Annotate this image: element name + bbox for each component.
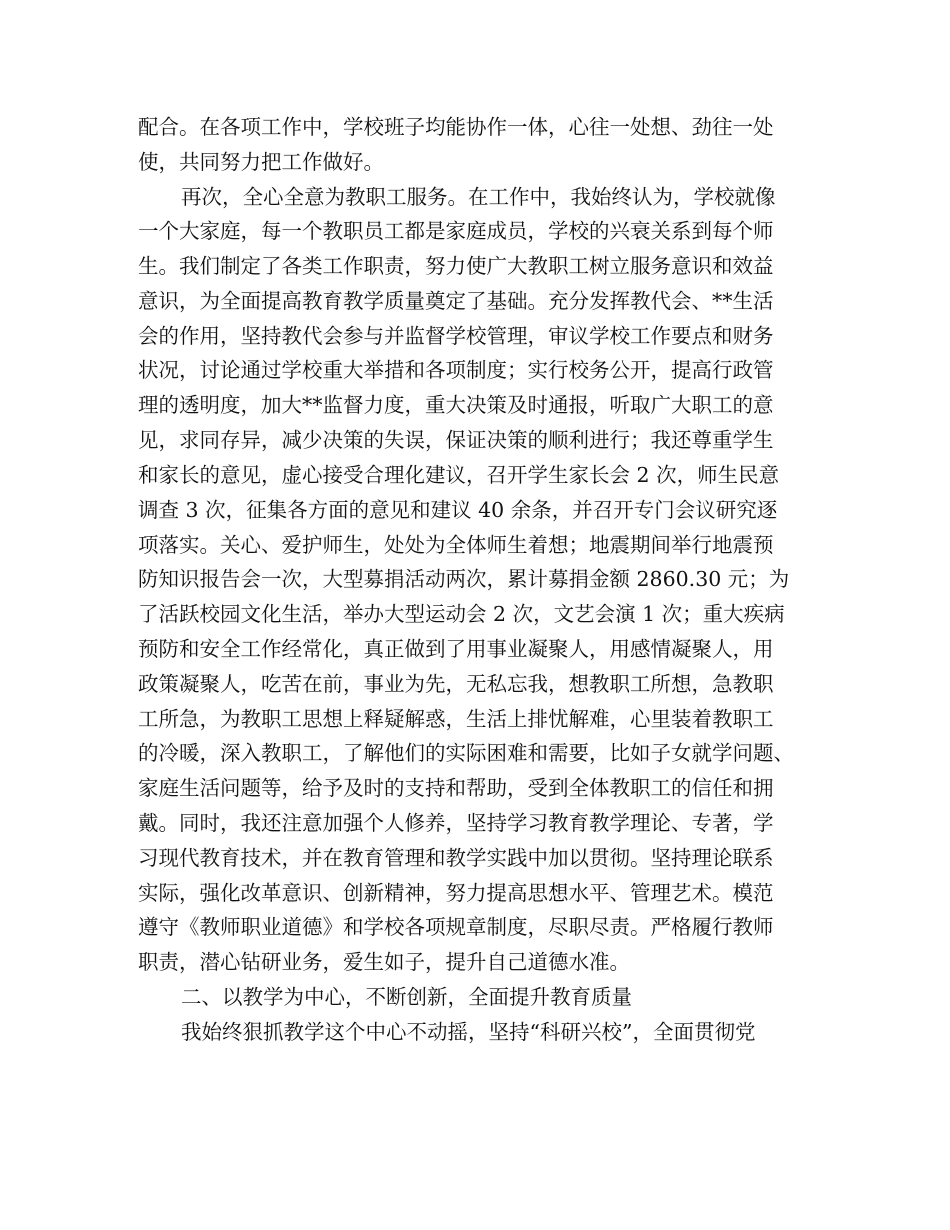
paragraph-line: 见，求同存异，减少决策的失误，保证决策的顺利进行；我还尊重学生 — [138, 428, 774, 452]
paragraph-line: 状况，讨论通过学校重大举措和各项制度；实行校务公开，提高行政管 — [138, 358, 774, 382]
paragraph-line: 和家长的意见，虚心接受合理化建议，召开学生家长会 2 次，师生民意 — [138, 463, 780, 487]
paragraph-line: 职责，潜心钻研业务，爱生如子，提升自己道德水准。 — [138, 950, 630, 974]
paragraph-line: 戴。同时，我还注意加强个人修养，坚持学习教育教学理论、专著，学 — [138, 811, 774, 835]
paragraph-line: 调查 3 次，征集各方面的意见和建议 40 余条，并召开专门会议研究逐 — [138, 498, 778, 522]
paragraph-line: 了活跃校园文化生活，举办大型运动会 2 次，文艺会演 1 次；重大疾病 — [138, 602, 785, 626]
paragraph-line: 家庭生活问题等，给予及时的支持和帮助，受到全体教职工的信任和拥 — [138, 776, 774, 800]
paragraph-line: 会的作用，坚持教代会参与并监督学校管理，审议学校工作要点和财务 — [138, 324, 774, 348]
paragraph-line: 项落实。关心、爱护师生，处处为全体师生着想；地震期间举行地震预 — [138, 533, 774, 557]
paragraph-line: 实际，强化改革意识、创新精神，努力提高思想水平、管理艺术。模范 — [138, 881, 774, 905]
paragraph-line: 政策凝聚人，吃苦在前，事业为先，无私忘我，想教职工所想，急教职 — [138, 672, 774, 696]
paragraph-line: 预防和安全工作经常化，真正做到了用事业凝聚人，用感情凝聚人，用 — [138, 637, 774, 661]
paragraph-line: 我始终狠抓教学这个中心不动摇，坚持“科研兴校”，全面贯彻党 — [181, 1020, 756, 1044]
section-heading: 二、以教学为中心，不断创新，全面提升教育质量 — [181, 985, 632, 1009]
paragraph-line: 使，共同努力把工作做好。 — [138, 150, 384, 174]
paragraph-line: 遵守《教师职业道德》和学校各项规章制度，尽职尽责。严格履行教师 — [138, 915, 774, 939]
paragraph-line: 习现代教育技术，并在教育管理和教学实践中加以贯彻。坚持理论联系 — [138, 846, 774, 870]
paragraph-line: 意识，为全面提高教育教学质量奠定了基础。充分发挥教代会、**生活 — [138, 289, 774, 313]
paragraph-line: 工所急，为教职工思想上释疑解惑，生活上排忧解难，心里装着教职工 — [138, 707, 774, 731]
paragraph-line: 理的透明度，加大**监督力度，重大决策及时通报，听取广大职工的意 — [138, 393, 774, 417]
paragraph-line: 防知识报告会一次，大型募捐活动两次，累计募捐金额 2860.30 元；为 — [138, 567, 790, 591]
paragraph-line: 配合。在各项工作中，学校班子均能协作一体，心往一处想、劲往一处 — [138, 115, 774, 139]
paragraph-line: 生。我们制定了各类工作职责，努力使广大教职工树立服务意识和效益 — [138, 254, 774, 278]
paragraph-line: 的冷暖，深入教职工，了解他们的实际困难和需要，比如子女就学问题、 — [138, 741, 794, 765]
paragraph-line: 一个大家庭，每一个教职员工都是家庭成员，学校的兴衰关系到每个师 — [138, 219, 774, 243]
paragraph-line: 再次，全心全意为教职工服务。在工作中，我始终认为，学校就像 — [181, 185, 776, 209]
